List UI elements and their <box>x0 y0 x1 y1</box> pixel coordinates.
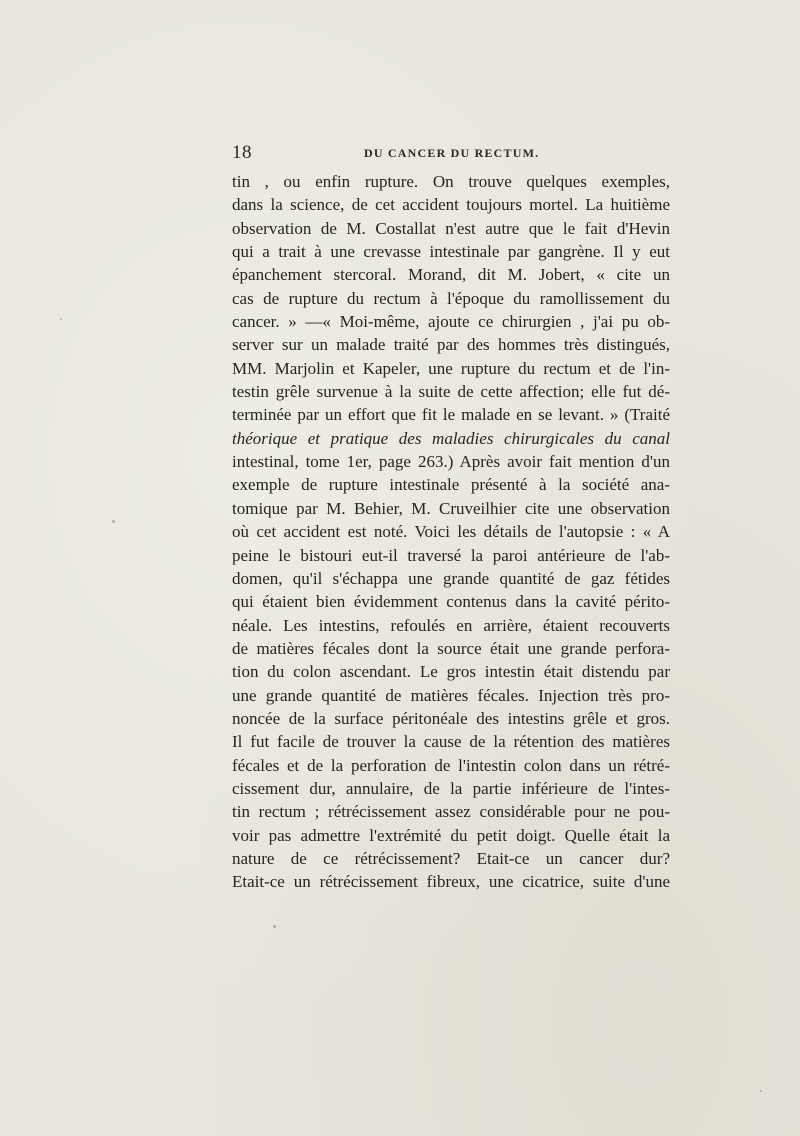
text-line: Etait-ce un rétrécissement fibreux, une cicatrice, suite d'une <box>232 872 670 892</box>
text-line: tomique par M. Behier, M. Cruveilhier cite une observation <box>232 498 670 518</box>
text-line: néale. Les intestins, refoulés en arrière, étaient recouverts <box>232 615 670 635</box>
paper-speck <box>273 925 276 928</box>
text-line: tin rectum ; rétrécissement assez considérable pour ne pou- <box>232 802 670 822</box>
text-line: tin , ou enfin rupture. On trouve quelques exemples, <box>232 172 670 191</box>
page-number: 18 <box>232 142 252 163</box>
paper-speck <box>60 318 62 320</box>
paper-speck <box>112 520 115 523</box>
text-line: qui a trait à une crevasse intestinale par gangrène. Il y eut <box>232 242 670 262</box>
text-line: théorique et pratique des maladies chirurgicales du canal <box>232 428 670 448</box>
body-text <box>232 170 670 894</box>
paper-speck <box>760 1090 762 1092</box>
text-line: voir pas admettre l'extrémité du petit doigt. Quelle était la <box>232 825 670 845</box>
text-line: où cet accident est noté. Voici les détails de l'autopsie : « A <box>232 522 670 542</box>
text-line: peine le bistouri eut-il traversé la paroi antérieure de l'ab- <box>232 545 670 565</box>
text-line: MM. Marjolin et Kapeler, une rupture du rectum et de l'in- <box>232 358 670 378</box>
text-line: cissement dur, annulaire, de la partie inférieure de l'intes- <box>232 778 670 798</box>
text-line: exemple de rupture intestinale présenté à la société ana- <box>232 475 670 495</box>
text-line: tion du colon ascendant. Le gros intestin était distendu par <box>232 662 670 682</box>
text-line: cancer. » —« Moi-même, ajoute ce chirurgien , j'ai pu ob- <box>232 312 670 332</box>
text-line: Il fut facile de trouver la cause de la rétention des matières <box>232 732 670 752</box>
text-line: noncée de la surface péritonéale des intestins grêle et gros. <box>232 708 670 728</box>
running-title: DU CANCER DU RECTUM. <box>364 146 540 160</box>
text-line: observation de M. Costallat n'est autre que le fait d'Hevin <box>232 218 670 238</box>
text-line: de matières fécales dont la source était une grande perfora- <box>232 638 670 658</box>
text-line: nature de ce rétrécissement? Etait-ce un cancer dur? <box>232 848 670 868</box>
text-line: intestinal, tome 1er, page 263.) Après avoir fait mention d'un <box>232 452 670 472</box>
text-line: une grande quantité de matières fécales. Injection très pro- <box>232 685 670 705</box>
text-line: testin grêle survenue à la suite de cette affection; elle fut dé- <box>232 382 670 402</box>
text-line: fécales et de la perforation de l'intestin colon dans un rétré- <box>232 755 670 775</box>
text-line: dans la science, de cet accident toujours mortel. La huitième <box>232 195 670 215</box>
text-line: cas de rupture du rectum à l'époque du ramollissement du <box>232 288 670 308</box>
text-line: qui étaient bien évidemment contenus dans la cavité périto- <box>232 592 670 612</box>
text-line: terminée par un effort que fit le malade en se levant. » (Traité <box>232 405 670 425</box>
text-line: domen, qu'il s'échappa une grande quantité de gaz fétides <box>232 568 670 588</box>
running-head <box>232 142 668 164</box>
text-line: épanchement stercoral. Morand, dit M. Jobert, « cite un <box>232 265 670 285</box>
text-line: server sur un malade traité par des hommes très distingués, <box>232 335 670 355</box>
